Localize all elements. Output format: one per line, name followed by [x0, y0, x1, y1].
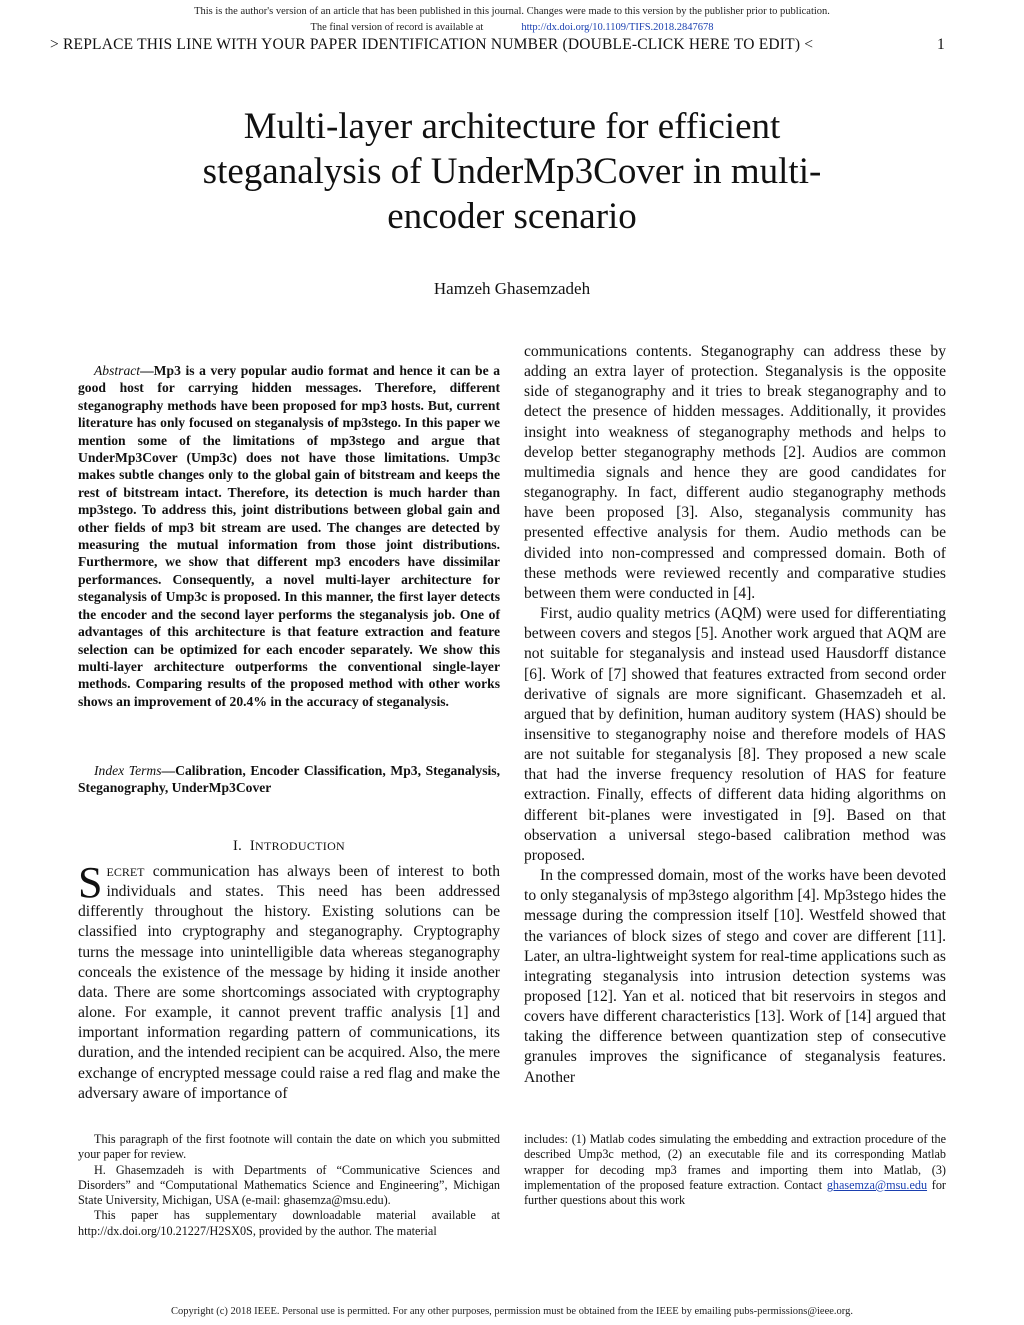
- abstract-text: —Mp3 is a very popular audio format and hence it can be a good host for carrying hidden messages. Therefore, different steganography methods have been proposed for mp3 hosts. But, current literature has only focused on steganalysis of mp3stego. In this paper we mention some of the limitations of mp3stego and argue that UnderMp3Cover (Ump3c) does not have those limitations. Ump3c makes subtle changes only to the global gain of bitstream and keeps the rest of bitstream intact. Therefore, its detection is much harder than mp3stego. To address this, joint distributions between global gain and other fields of mp3 bit stream are used. The changes are detected by measuring the mutual information from those joint distributions. Furthermore, we show that different mp3 encoders have dissimilar performances. Consequently, a novel multi-layer architecture for steganalysis of Ump3c is proposed. In this manner, the first layer detects the encoder and the second layer performs the steganalysis job. One of advantages of this architecture is that feature extraction and feature selection can be optimized for each encoder separately. We show this multi-layer architecture outperforms the conventional single-layer methods. Comparing results of the proposed method with other works shows an improvement of 20.4% in the accuracy of steganalysis.: [78, 363, 500, 709]
- drop-cap: S: [78, 858, 103, 907]
- right-paragraph-1: communications contents. Steganography can address these by adding an extra layer of protection. Steganalysis is the opposite side of steganography and it tries to break steganography and to detect the presence of hidden messages. Additionally, it provides insight into weakness of steganography methods and helps to develop better steganography methods [2]. Audios are common multimedia signals and hence they are good candidates for steganography. In fact, different audio steganography methods have been proposed [3]. Also, steganalysis community has presented effective analysis for them. Audio methods can be divided into non-compressed and compressed domain. Both of these methods were reviewed recently and comparative studies between them were conducted in [4].: [524, 343, 946, 602]
- footnotes-left: [78, 1132, 500, 1239]
- title-line-1: Multi-layer architecture for efficient: [243, 106, 781, 147]
- footnote-supplementary: This paper has supplementary downloadable material available at http://dx.doi.org/10.21227/H2SX0S, provided by the author. The material: [78, 1208, 500, 1238]
- section-title-rest: NTRODUCTION: [255, 839, 346, 853]
- footnote-continuation: includes: (1) Matlab codes simulating the embedding and extraction procedure of the described Ump3c method, (2) an executable file and its corresponding Matlab wrapper for decoding mp3 frames and importing them into Matlab, (3) implementation of the proposed feature extraction. Contact: [524, 1132, 946, 1192]
- index-terms-label: Index Terms: [94, 763, 162, 778]
- abstract-label: Abstract: [94, 363, 141, 378]
- publication-notice: This is the author's version of an article that has been published in this journal. Changes were made to this version by the publisher prior to publication.: [194, 6, 830, 17]
- doi-link[interactable]: http://dx.doi.org/10.1109/TIFS.2018.2847678: [521, 22, 714, 33]
- footnote-affiliation: H. Ghasemzadeh is with Departments of “Communicative Sciences and Disorders” and “Computational Mathematics Science and Engineering”, Michigan State University, Michigan, USA (e-mail: ghasemza@msu.edu).: [78, 1162, 500, 1208]
- intro-text: communication has always been of interest to both individuals and states. This need has been addressed differently throughout the history. Existing solutions can be classified into cryptography and steganography. Cryptography turns the message into unintelligible data whereas steganography conceals the existence of the message by hiding it inside another data. There are some shortcomings associated with cryptography alone. For example, it cannot prevent traffic analysis [1] and important information regarding pattern of communications, its duration, and the intended recipient can be acquired. Also, the mere exchange of encrypted message could raise a red flag and make the adversary aware of importance of: [78, 863, 500, 1102]
- right-paragraph-3: In the compressed domain, most of the works have been devoted to only steganalysis of mp3stego algorithm [4]. Mp3stego hides the message during the compression itself [10]. Westfeld showed that the variances of block sizes of stego and cover are different [11]. Later, an ultra-lightweight system for real-time applications such as integrating steganalysis into intrusion detection systems was proposed [12]. Yan et al. noticed that bit reservoirs in stegos and covers have different characteristics [13]. Work of [14] argued that taking the difference between quantization step of consecutive granules improves the significance of steganalysis features. Another: [524, 867, 946, 1086]
- abstract: [78, 362, 500, 710]
- title-line-3: encoder scenario: [387, 196, 637, 237]
- copyright-notice: Copyright (c) 2018 IEEE. Personal use is permitted. For any other purposes, permission must be obtained from the IEEE by emailing pubs-permissions@ieee.org.: [171, 1306, 853, 1317]
- footnote-date: This paragraph of the first footnote will contain the date on which you submitted your paper for review.: [78, 1132, 500, 1162]
- introduction-paragraph: [78, 858, 500, 1104]
- index-terms-text: —Calibration, Encoder Classification, Mp3, Steganalysis, Steganography, UnderMp3Cover: [78, 763, 500, 796]
- page-number: 1: [937, 36, 945, 53]
- footnotes-right: [524, 1132, 946, 1208]
- footnote-tail: for further questions about this work: [524, 1177, 946, 1208]
- paper-title: [112, 104, 912, 239]
- author-name: Hamzeh Ghasemzadeh: [433, 279, 591, 298]
- section-number: I.: [232, 838, 243, 854]
- version-notice: [0, 21, 1024, 35]
- intro-small-caps: ECRET: [106, 865, 145, 879]
- title-line-2: steganalysis of UnderMp3Cover in multi-: [202, 151, 822, 192]
- index-terms: [78, 762, 500, 797]
- section-title-initial: I: [249, 838, 256, 854]
- version-notice-text: The final version of record is available at: [310, 22, 484, 33]
- section-heading-introduction: [78, 838, 500, 855]
- right-column: [524, 342, 946, 1088]
- email-link[interactable]: ghasemza@msu.edu: [826, 1177, 928, 1192]
- right-paragraph-2: First, audio quality metrics (AQM) were used for differentiating between covers and stegos [5]. Another work argued that AQM are not suitable for steganalysis and instead used Hausdorff distance [6]. Work of [7] showed that features extracted from second order derivative of signals are more significant. Ghasemzadeh et al. argued that by definition, human auditory system (HAS) should be insensitive to steganography noise and therefore models of HAS are not suitable for steganalysis [8]. They proposed a new scale that had the inverse frequency resolution of HAS for feature extraction. Finally, effects of different data hiding algorithms on different bit-planes were investigated in [9]. Based on that observation a universal stego-based calibration method was proposed.: [524, 605, 946, 864]
- paper-identification-line[interactable]: > REPLACE THIS LINE WITH YOUR PAPER IDENTIFICATION NUMBER (DOUBLE-CLICK HERE TO EDIT) <: [50, 36, 814, 53]
